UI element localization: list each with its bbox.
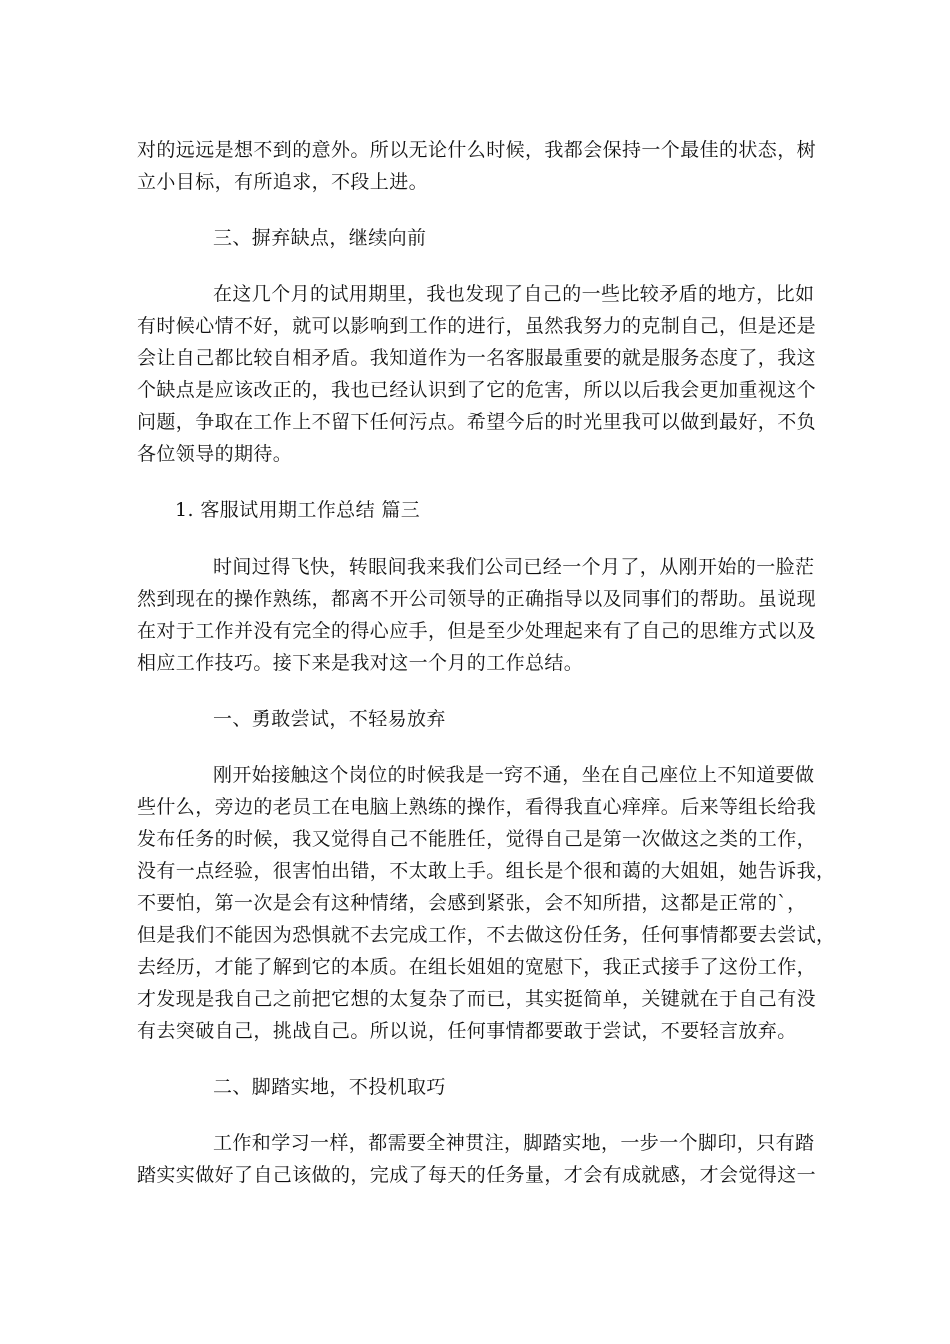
body-text-line: 各位领导的期待。: [137, 443, 293, 465]
article-heading: 1. 客服试用期工作总结 篇三: [175, 499, 421, 521]
body-text-line: 立小目标，有所追求，不段上进。: [137, 171, 429, 193]
body-text-line: 但是我们不能因为恐惧就不去完成工作，不去做这份任务，任何事情都要去尝试，: [137, 924, 836, 946]
body-text-line: 相应工作技巧。接下来是我对这一个月的工作总结。: [137, 652, 584, 674]
body-text-line: 工作和学习一样，都需要全神贯注，脚踏实地，一步一个脚印，只有踏: [213, 1132, 815, 1154]
body-text-line: 时间过得飞快，转眼间我来我们公司已经一个月了，从刚开始的一脸茫: [213, 556, 815, 578]
body-text-line: 个缺点是应该改正的，我也已经认识到了它的危害，所以以后我会更加重视这个: [137, 379, 817, 401]
body-text-line: 没有一点经验，很害怕出错，不太敢上手。组长是个很和蔼的大姐姐，她告诉我，: [137, 860, 836, 882]
body-text-line: 在对于工作并没有完全的得心应手，但是至少处理起来有了自己的思维方式以及: [137, 620, 817, 642]
body-text-line: 会让自己都比较自相矛盾。我知道作为一名客服最重要的就是服务态度了，我这: [137, 347, 817, 369]
section-heading: 三、摒弃缺点，继续向前: [213, 227, 427, 249]
body-text-line: 刚开始接触这个岗位的时候我是一窍不通，坐在自己座位上不知道要做: [213, 764, 815, 786]
body-text-line: 有时候心情不好，就可以影响到工作的进行，虽然我努力的克制自己，但是还是: [137, 315, 817, 337]
body-text-line: 些什么，旁边的老员工在电脑上熟练的操作，看得我直心痒痒。后来等组长给我: [137, 796, 817, 818]
section-heading: 二、脚踏实地，不投机取巧: [213, 1076, 446, 1098]
body-text-line: 然到现在的操作熟练，都离不开公司领导的正确指导以及同事们的帮助。虽说现: [137, 588, 817, 610]
body-text-line: 在这几个月的试用期里，我也发现了自己的一些比较矛盾的地方，比如: [213, 283, 815, 305]
body-text-line: 有去突破自己，挑战自己。所以说，任何事情都要敢于尝试，不要轻言放弃。: [137, 1020, 797, 1042]
body-text-line: 发布任务的时候，我又觉得自己不能胜任，觉得自己是第一次做这之类的工作，: [137, 828, 817, 850]
body-text-line: 不要怕，第一次是会有这种情绪，会感到紧张，会不知所措，这都是正常的`，: [137, 892, 807, 914]
body-text-line: 对的远远是想不到的意外。所以无论什么时候，我都会保持一个最佳的状态，树: [137, 139, 817, 161]
body-text-line: 才发现是我自己之前把它想的太复杂了而已，其实挺简单，关键就在于自己有没: [137, 988, 817, 1010]
body-text-line: 去经历，才能了解到它的本质。在组长姐姐的宽慰下，我正式接手了这份工作，: [137, 956, 817, 978]
body-text-line: 踏实实做好了自己该做的，完成了每天的任务量，才会有成就感，才会觉得这一: [137, 1164, 817, 1186]
section-heading: 一、勇敢尝试，不轻易放弃: [213, 708, 446, 730]
body-text-line: 问题，争取在工作上不留下任何污点。希望今后的时光里我可以做到最好，不负: [137, 411, 817, 433]
